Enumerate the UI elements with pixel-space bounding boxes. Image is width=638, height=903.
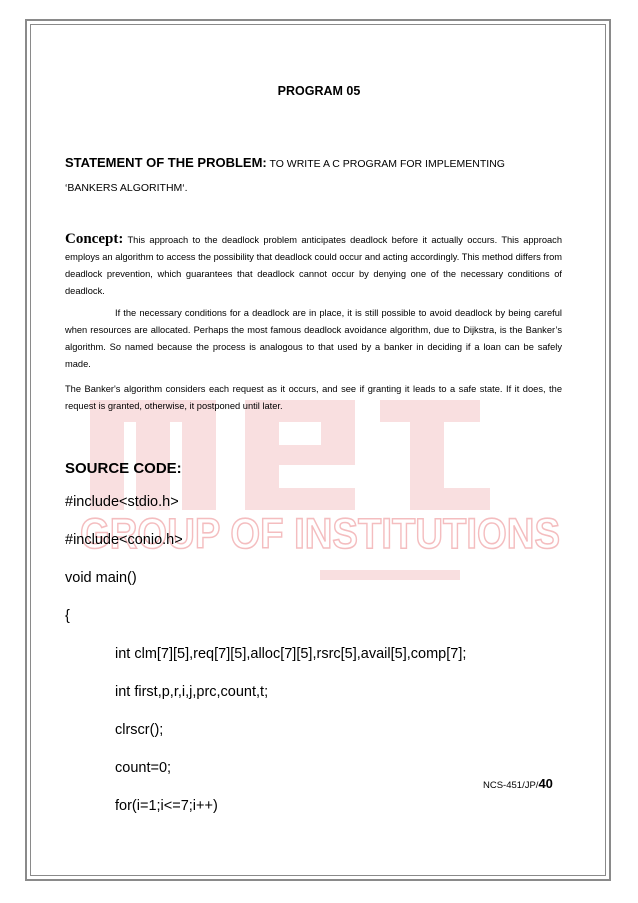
source-code-heading: SOURCE CODE: [65,460,182,477]
concept-paragraph-1 [65,231,562,300]
statement-heading: STATEMENT OF THE PROBLEM: [65,155,267,170]
code-line-3: void main() [65,570,137,586]
concept-paragraph-2: If the necessary conditions for a deadlock are in place, it is still possible to avoid deadlock by being careful when resources are allocated. Perhaps the most famous deadlock avoidance algorithm, due to Dijkstra, is the Banker’s algorithm. So named because the process is analogous to that used by a banker in deciding if a loan can be safely made. [65,308,562,369]
code-line-8: count=0; [115,760,172,776]
watermark-tagline: GROUP OF INSTITUTIONS [80,510,560,558]
footer-label: NCS-451/JP/ [483,780,539,791]
code-line-6: int first,p,r,i,j,prc,count,t; [115,684,269,700]
statement-text-line1: TO WRITE A C PROGRAM FOR IMPLEMENTING [269,158,505,170]
code-line-5: int clm[7][5],req[7][5],alloc[7][5],rsrc[5],avail[5],comp[7]; [115,646,467,662]
concept-heading: Concept: [65,231,124,247]
code-line-2: #include<conio.h> [65,532,183,548]
concept-paragraph-3: The Banker's algorithm considers each request as it occurs, and see if granting it leads to a safe state. If it does, the request is granted, otherwise, it postponed until later. [65,384,562,411]
concept-text-1: This approach to the deadlock problem anticipates deadlock before it actually occurs. This approach employs an algorithm to access the possibility that deadlock could occur and acting accordingly. This method differs from deadlock prevention, which guarantees that deadlock cannot occur by denying one of the necessary conditions of deadlock. [65,235,562,296]
statement-text-line2: ‘BANKERS ALGORITHM‘. [65,182,188,194]
code-line-1: #include<stdio.h> [65,494,179,510]
code-line-4: { [65,608,70,624]
code-line-9: for(i=1;i<=7;i++) [115,798,218,814]
page-footer [483,776,553,791]
page-title: PROGRAM 05 [277,84,361,98]
page-number: 40 [538,776,553,791]
problem-statement [65,151,565,200]
code-line-7: clrscr(); [115,722,164,738]
